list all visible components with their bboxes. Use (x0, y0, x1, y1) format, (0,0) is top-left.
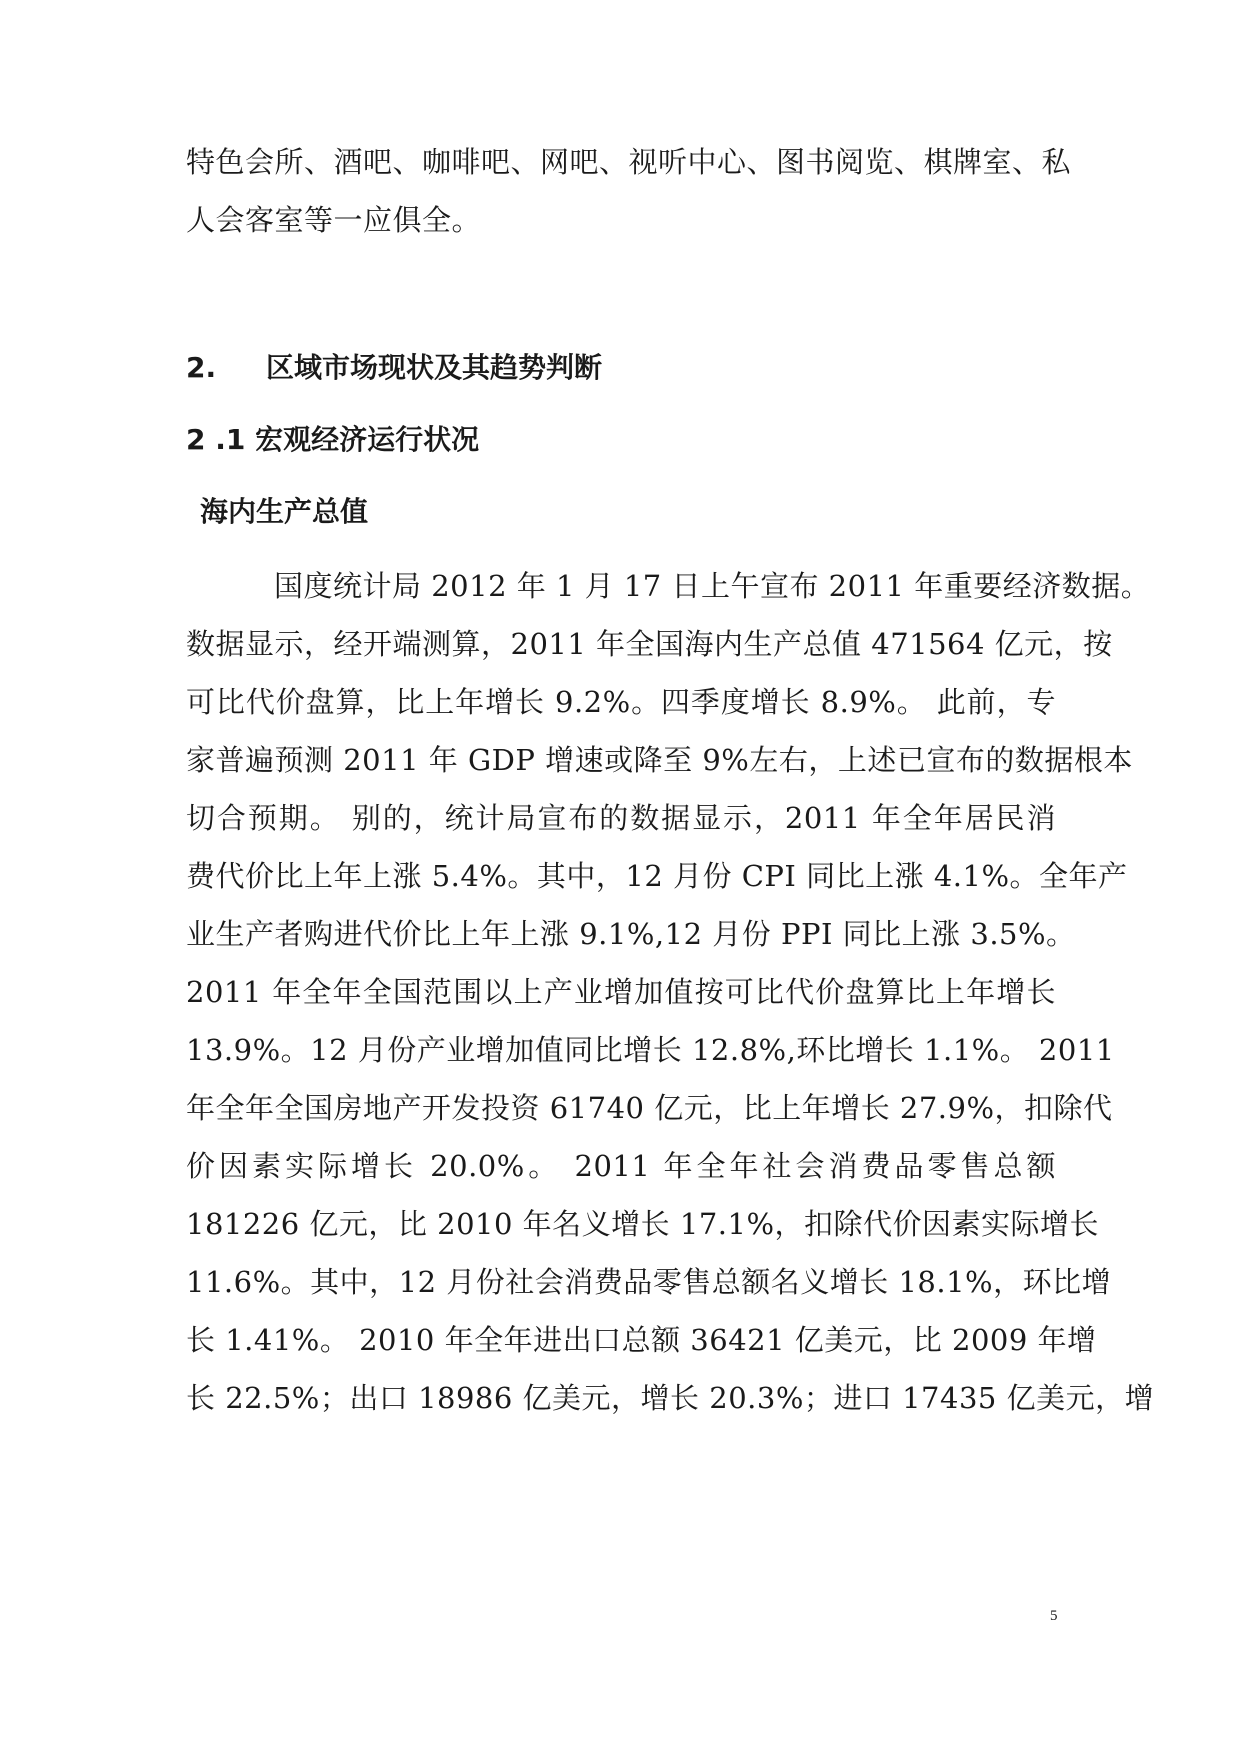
intro-line-1: 特色会所、酒吧、咖啡吧、网吧、视听中心、图书阅览、棋牌室、私 (186, 145, 1072, 179)
paragraph-line-3: 可比代价盘算，比上年增长 9.2%。四季度增长 8.9%。 此前，专 (186, 685, 1056, 719)
intro-line-2: 人会客室等一应俱全。 (186, 203, 482, 237)
paragraph-line-15: 长 22.5%；出口 18986 亿美元，增长 20.3%；进口 17435 亿美元，增 (186, 1381, 1155, 1415)
paragraph-line-5: 切合预期。 别的，统计局宣布的数据显示，2011 年全年居民消 (186, 801, 1056, 835)
subsection-heading: 2 .1 宏观经济运行状况 (186, 423, 480, 456)
paragraph-line-7: 业生产者购进代价比上年上涨 9.1%,12 月份 PPI 同比上涨 3.5%。 (186, 917, 1076, 951)
paragraph-line-2: 数据显示，经开端测算，2011 年全国海内生产总值 471564 亿元，按 (186, 627, 1113, 661)
section-heading (186, 348, 602, 388)
subheading-gdp: 海内生产总值 (200, 495, 369, 528)
paragraph-line-12: 181226 亿元，比 2010 年名义增长 17.1%，扣除代价因素实际增长 (186, 1207, 1100, 1241)
section-number: 2. (186, 351, 217, 384)
paragraph-line-9: 13.9%。12 月份产业增加值同比增长 12.8%,环比增长 1.1%。 2011 (186, 1033, 1115, 1067)
paragraph-line-4: 家普遍预测 2011 年 GDP 增速或降至 9%左右，上述已宣布的数据根本 (186, 743, 1133, 777)
paragraph-line-14: 长 1.41%。 2010 年全年进出口总额 36421 亿美元，比 2009 年增 (186, 1323, 1097, 1357)
paragraph-line-11: 价因素实际增长 20.0%。 2011 年全年社会消费品零售总额 (186, 1149, 1056, 1183)
paragraph-line-13: 11.6%。其中，12 月份社会消费品零售总额名义增长 18.1%，环比增 (186, 1265, 1112, 1299)
paragraph-line-8: 2011 年全年全国范围以上产业增加值按可比代价盘算比上年增长 (186, 975, 1056, 1009)
section-title: 区域市场现状及其趋势判断 (266, 351, 603, 384)
paragraph-line-6: 费代价比上年上涨 5.4%。其中，12 月份 CPI 同比上涨 4.1%。全年产 (186, 859, 1128, 893)
page-number: 5 (1050, 1608, 1058, 1624)
paragraph-line-10: 年全年全国房地产开发投资 61740 亿元，比上年增长 27.9%，扣除代 (186, 1091, 1113, 1125)
paragraph-line-1: 国度统计局 2012 年 1 月 17 日上午宣布 2011 年重要经济数据。 (274, 569, 1151, 603)
